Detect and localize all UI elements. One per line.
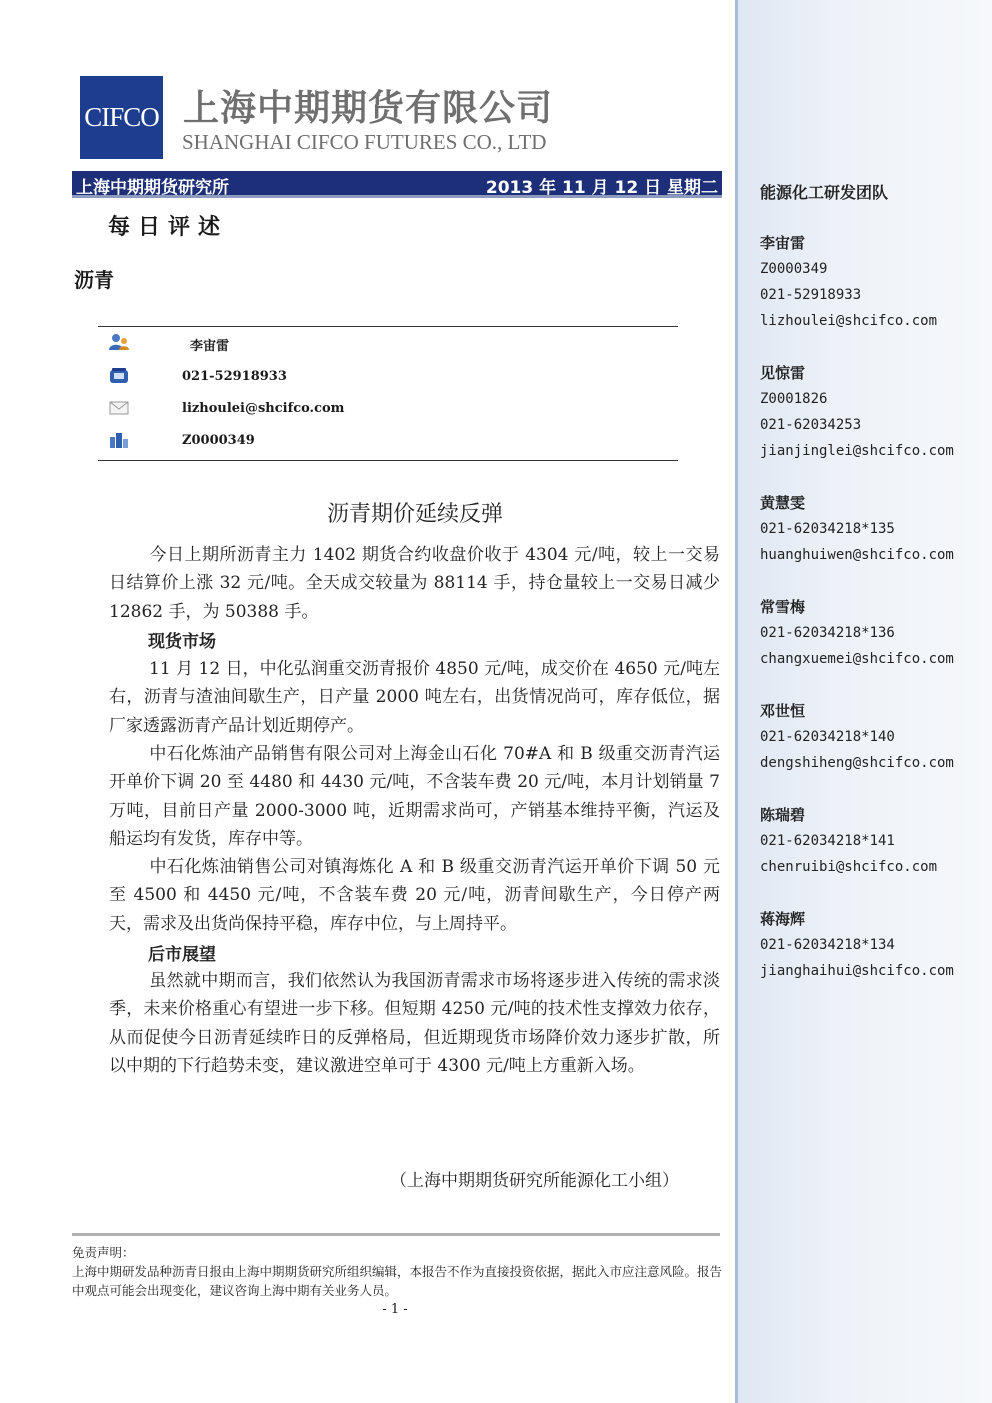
- section-title: 每日评述: [108, 214, 229, 240]
- member-card: [760, 360, 954, 464]
- envelope-icon: [108, 399, 130, 417]
- member-email: chenruibi@shcifco.com: [760, 859, 938, 875]
- building-icon: [108, 431, 130, 449]
- contact-email: lizhoulei@shcifco.com: [182, 401, 345, 416]
- member-name: 常雪梅: [760, 598, 806, 616]
- member-phone: 021-62034218*136: [760, 625, 895, 641]
- analyst-contact-box: [98, 326, 678, 461]
- paragraph-spot-3: [109, 853, 720, 938]
- paragraph-spot-2-text: 中石化炼油产品销售有限公司对上海金山石化 70#A 和 B 级重交沥青汽运开单价下调 20 至 4480 和 4430 元/吨，不含装车费 20 元/吨，本月计划销量 7 万吨，目前日产量 2000-3000 吨，近期需求尚可，产销基本维持平衡，汽运及船运均有发货，库存中等。: [109, 744, 720, 850]
- member-card: [760, 490, 954, 568]
- disclaimer-text: 上海中期研发品种沥青日报由上海中期期货研究所组织编辑，本报告不作为直接投资依据，据此入市应注意风险。报告中观点可能会出现变化，建议咨询上海中期有关业务人员。: [72, 1264, 723, 1298]
- report-date: 2013 年 11 月 12 日 星期二: [485, 178, 718, 198]
- member-name: 见惊雷: [760, 364, 806, 382]
- member-email: jianjinglei@shcifco.com: [760, 443, 954, 459]
- disclaimer-label: 免责声明：: [72, 1245, 135, 1260]
- phone-icon: [108, 367, 130, 385]
- paragraph-summary: [109, 541, 720, 626]
- member-card: [760, 802, 937, 880]
- member-email: jianghaihui@shcifco.com: [760, 963, 954, 979]
- contact-name: 李宙雷: [190, 339, 230, 354]
- member-phone: 021-52918933: [760, 287, 862, 303]
- member-email: huanghuiwen@shcifco.com: [760, 547, 954, 563]
- page-number: - 1 -: [382, 1302, 408, 1317]
- member-card: [760, 906, 954, 984]
- member-card: [760, 230, 937, 334]
- product-name: 沥青: [74, 268, 114, 292]
- member-license: Z0001826: [760, 391, 828, 407]
- header-bar: [72, 171, 722, 198]
- member-phone: 021-62034218*140: [760, 729, 895, 745]
- paragraph-outlook: [109, 967, 720, 1081]
- heading-outlook: 后市展望: [148, 945, 216, 965]
- paragraph-spot-3-text: 中石化炼油销售公司对镇海炼化 A 和 B 级重交沥青汽运开单价下调 50 元至 4500 和 4450 元/吨，不含装车费 20 元/吨，沥青间歇生产，今日停产两天，需求及出货尚保持平稳，库存中位，与上周持平。: [109, 857, 720, 934]
- paragraph-spot-1-text: 11 月 12 日，中化弘润重交沥青报价 4850 元/吨，成交价在 4650 元/吨左右，沥青与渣油间歇生产，日产量 2000 吨左右，出货情况尚可，库存低位，据厂家透露沥青产品计划近期停产。: [109, 659, 720, 736]
- member-phone: 021-62034253: [760, 417, 862, 433]
- article-signature: （上海中期期货研究所能源化工小组）: [390, 1171, 679, 1191]
- logo-text: CIFCO: [84, 102, 159, 132]
- member-email: dengshiheng@shcifco.com: [760, 755, 954, 771]
- contact-phone: 021-52918933: [182, 369, 287, 384]
- person-icon: [108, 333, 130, 351]
- member-name: 李宙雷: [760, 234, 806, 252]
- footer-divider: [72, 1233, 720, 1236]
- member-phone: 021-62034218*134: [760, 937, 895, 953]
- paragraph-spot-2: [109, 740, 720, 854]
- member-name: 蒋海辉: [760, 910, 806, 928]
- member-name: 黄慧雯: [760, 494, 806, 512]
- cifco-logo: [80, 76, 163, 159]
- member-email: changxuemei@shcifco.com: [760, 651, 954, 667]
- paragraph-outlook-text: 虽然就中期而言，我们依然认为我国沥青需求市场将逐步进入传统的需求淡季，未来价格重心有望进一步下移。但短期 4250 元/吨的技术性支撑效力依存，从而促使今日沥青延续昨日的反弹格局，但近期现货市场降价效力逐步扩散，所以中期的下行趋势未变，建议激进空单可于 4300 元/吨上方重新入场。: [109, 971, 720, 1077]
- contact-license: Z0000349: [182, 433, 255, 448]
- member-name: 邓世恒: [760, 702, 806, 720]
- disclaimer: [72, 1243, 722, 1300]
- member-license: Z0000349: [760, 261, 828, 277]
- institute-name: 上海中期期货研究所: [76, 178, 229, 198]
- company-name-en: SHANGHAI CIFCO FUTURES CO., LTD: [182, 130, 547, 154]
- company-name-cn: 上海中期期货有限公司: [183, 88, 554, 129]
- paragraph-spot-1: [109, 655, 720, 740]
- paragraph-summary-text: 今日上期所沥青主力 1402 期货合约收盘价收于 4304 元/吨，较上一交易日结算价上涨 32 元/吨。全天成交较量为 88114 手，持仓量较上一交易日减少 12862 手，为 50388 手。: [109, 545, 720, 622]
- member-name: 陈瑞碧: [760, 806, 806, 824]
- member-card: [760, 594, 954, 672]
- member-email: lizhoulei@shcifco.com: [760, 313, 938, 329]
- heading-spot-market: 现货市场: [148, 632, 216, 652]
- member-phone: 021-62034218*135: [760, 521, 895, 537]
- article-title: 沥青期价延续反弹: [326, 502, 503, 527]
- member-card: [760, 698, 954, 776]
- member-phone: 021-62034218*141: [760, 833, 895, 849]
- team-sidebar: [735, 0, 992, 1403]
- team-title: 能源化工研发团队: [760, 183, 889, 202]
